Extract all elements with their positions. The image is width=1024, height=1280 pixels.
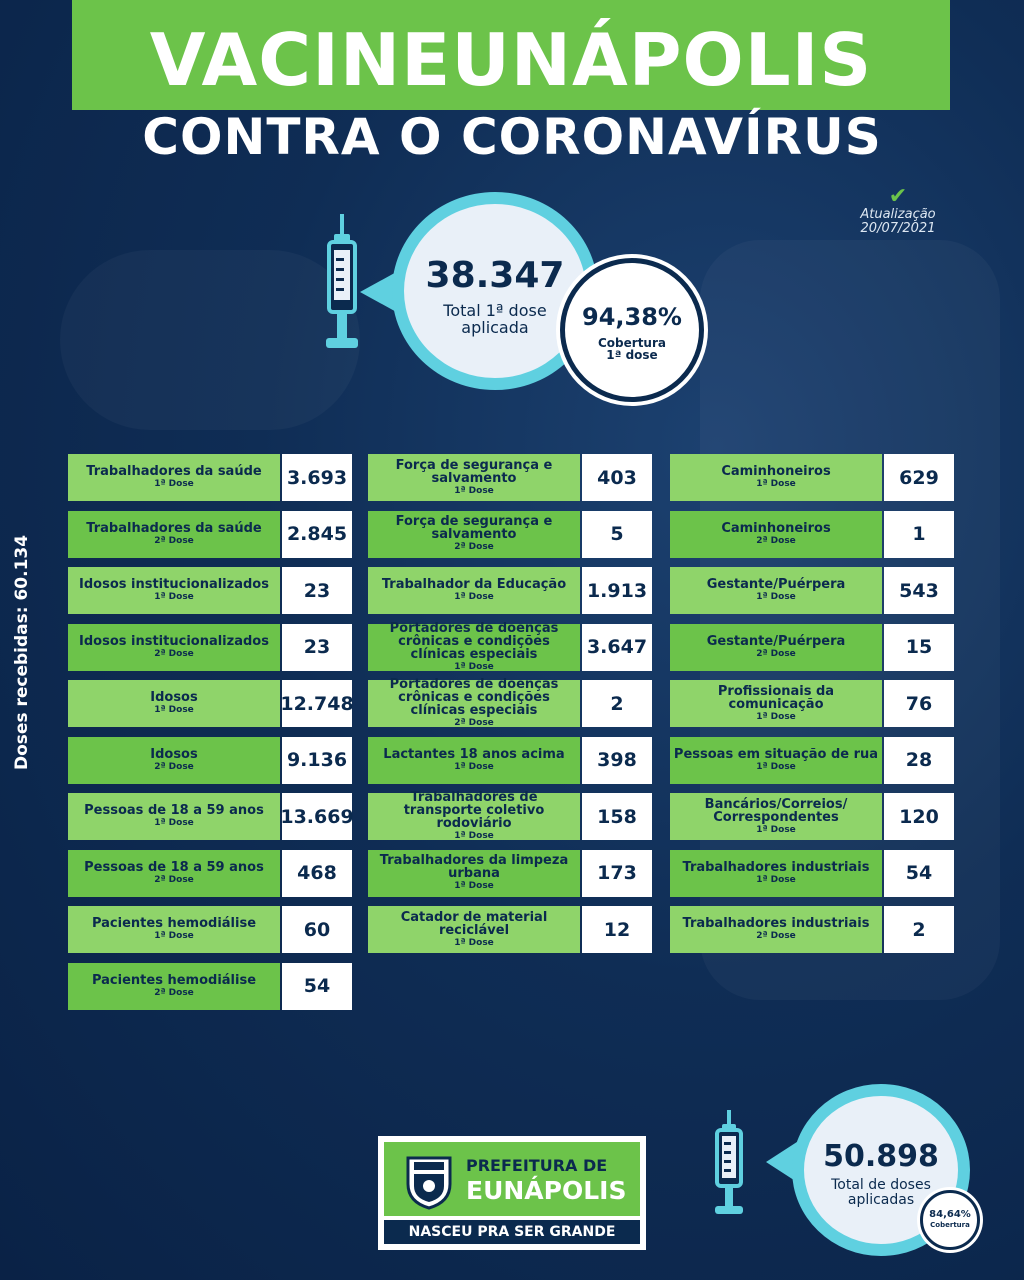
dose-number: 1ª Dose <box>454 761 494 772</box>
group-label-cell <box>68 680 280 727</box>
table-row <box>68 737 352 784</box>
group-label-cell <box>368 677 580 728</box>
group-name: Idosos institucionalizados <box>79 577 269 592</box>
dose-number: 1ª Dose <box>454 592 494 602</box>
table-row <box>368 906 652 953</box>
page-subtitle: CONTRA O CORONAVÍRUS <box>142 108 882 166</box>
dose-count: 3.693 <box>282 454 352 501</box>
group-label-cell <box>670 680 882 727</box>
update-label: Atualização <box>860 207 936 222</box>
total-coverage-value: 84,64% <box>929 1209 971 1220</box>
table-row <box>670 680 954 727</box>
group-label-cell <box>670 624 882 671</box>
total-doses-caption-1: Total de doses <box>831 1177 931 1193</box>
dose-number: 2ª Dose <box>454 718 494 728</box>
group-name: Lactantes 18 anos acima <box>383 746 565 762</box>
first-dose-total: 38.347 <box>425 255 565 296</box>
table-row <box>68 963 352 1010</box>
table-row <box>68 793 352 840</box>
table-row <box>368 850 652 897</box>
crest-icon <box>398 1150 460 1212</box>
dose-count: 76 <box>884 680 954 727</box>
title-banner <box>72 0 950 110</box>
group-label-cell <box>368 511 580 558</box>
group-label-cell <box>68 511 280 558</box>
dose-number: 1ª Dose <box>454 485 494 496</box>
update-info <box>848 186 948 236</box>
group-label-cell <box>368 567 580 614</box>
dose-count: 468 <box>282 850 352 897</box>
dose-number: 2ª Dose <box>154 874 194 885</box>
page-title: VACINEUNÁPOLIS <box>149 18 873 102</box>
syringe-icon-bottom <box>712 1110 746 1216</box>
table-row <box>368 737 652 784</box>
table-row <box>368 511 652 558</box>
group-name: Pessoas de 18 a 59 anos <box>84 859 264 875</box>
group-name: Trabalhadores industriais <box>682 916 870 931</box>
group-name: Trabalhadores da limpeza urbana <box>379 853 569 881</box>
table-row <box>368 790 652 841</box>
group-name: Pessoas de 18 a 59 anos <box>84 803 264 818</box>
group-label-cell <box>670 793 882 840</box>
dose-number: 2ª Dose <box>756 931 796 941</box>
dose-count: 2.845 <box>282 511 352 558</box>
group-name: Profissionais da comunicação <box>717 683 835 712</box>
group-name: Trabalhadores de transporte coletivo rodoviário <box>403 790 545 831</box>
group-name: Portadores de doenças crônicas e condições clínicas especiais <box>389 620 559 662</box>
prefeitura-logo <box>378 1136 646 1250</box>
group-label-cell <box>368 454 580 501</box>
group-name: Força de segurança e salvamento <box>395 457 553 486</box>
dose-number: 1ª Dose <box>756 711 796 722</box>
dose-number: 1ª Dose <box>454 831 494 841</box>
table-row <box>68 567 352 614</box>
group-name: Trabalhadores da saúde <box>86 520 262 536</box>
group-name: Idosos <box>150 746 198 762</box>
dose-count: 12.748 <box>282 680 352 727</box>
group-label-cell <box>670 511 882 558</box>
group-label-cell <box>670 906 882 953</box>
table-row <box>368 567 652 614</box>
dose-count: 28 <box>884 737 954 784</box>
dose-count: 23 <box>282 567 352 614</box>
dose-number: 1ª Dose <box>756 479 796 489</box>
group-label-cell <box>670 454 882 501</box>
total-coverage-label: Cobertura <box>930 1221 970 1229</box>
first-dose-caption-2: aplicada <box>461 318 529 337</box>
group-name: Trabalhadores da saúde <box>86 464 262 479</box>
group-name: Pessoas em situação de rua <box>673 746 879 762</box>
doses-received-label: Doses recebidas: 60.134 <box>12 534 32 770</box>
first-dose-caption-1: Total 1ª dose <box>443 301 547 320</box>
dose-number: 1ª Dose <box>154 592 194 602</box>
group-name: Caminhoneiros <box>721 520 831 536</box>
dose-count: 2 <box>582 680 652 727</box>
dose-number: 2ª Dose <box>154 535 194 546</box>
group-name: Portadores de doenças crônicas e condições clínicas especiais <box>389 677 559 718</box>
update-date: 20/07/2021 <box>860 221 936 236</box>
first-dose-coverage-label-1: Cobertura <box>598 336 666 350</box>
logo-line-1: PREFEITURA DE <box>466 1156 608 1175</box>
dose-count: 1.913 <box>582 567 652 614</box>
group-name: Catador de material reciclável <box>400 909 548 938</box>
dose-count: 403 <box>582 454 652 501</box>
group-label-cell <box>368 850 580 897</box>
table-row <box>68 850 352 897</box>
dose-count: 1 <box>884 511 954 558</box>
dose-number: 1ª Dose <box>454 661 494 672</box>
table-row <box>670 906 954 953</box>
dose-number: 1ª Dose <box>756 824 796 835</box>
first-dose-coverage-circle <box>560 258 704 402</box>
dose-count: 158 <box>582 793 652 840</box>
dose-count: 13.669 <box>282 793 352 840</box>
group-label-cell <box>368 790 580 841</box>
dose-count: 398 <box>582 737 652 784</box>
group-label-cell <box>68 906 280 953</box>
background-bottle-shape <box>60 250 360 430</box>
dose-count: 54 <box>282 963 352 1010</box>
first-dose-coverage-label-2: 1ª dose <box>606 348 658 362</box>
dose-number: 1ª Dose <box>154 818 194 828</box>
dose-count: 543 <box>884 567 954 614</box>
total-doses-caption-2: aplicadas <box>847 1192 915 1208</box>
table-row <box>368 454 652 501</box>
dose-count: 23 <box>282 624 352 671</box>
table-row <box>670 624 954 671</box>
group-label-cell <box>368 620 580 672</box>
total-doses-value: 50.898 <box>823 1139 939 1174</box>
dose-number: 1ª Dose <box>154 931 194 941</box>
group-label-cell <box>68 737 280 784</box>
syringe-icon <box>322 214 362 352</box>
dose-count: 3.647 <box>582 624 652 671</box>
group-name: Bancários/Correios/ Correspondentes <box>704 796 848 825</box>
logo-slogan: NASCEU PRA SER GRANDE <box>384 1220 640 1244</box>
dose-count: 2 <box>884 906 954 953</box>
first-dose-coverage: 94,38% <box>582 303 682 331</box>
table-row <box>68 624 352 671</box>
group-label-cell <box>670 737 882 784</box>
table-row <box>670 737 954 784</box>
dose-number: 2ª Dose <box>154 987 194 998</box>
dose-number: 1ª Dose <box>454 881 494 891</box>
table-row <box>368 677 652 728</box>
table-row <box>68 680 352 727</box>
total-coverage-circle <box>920 1190 980 1250</box>
table-row <box>68 906 352 953</box>
dose-number: 1ª Dose <box>756 874 796 885</box>
dose-number: 1ª Dose <box>756 761 796 772</box>
group-name: Pacientes hemodiálise <box>91 972 257 988</box>
group-name: Força de segurança e salvamento <box>395 514 553 542</box>
group-label-cell <box>68 963 280 1010</box>
dose-count: 15 <box>884 624 954 671</box>
group-label-cell <box>670 567 882 614</box>
group-label-cell <box>68 567 280 614</box>
dose-number: 2ª Dose <box>454 542 494 552</box>
table-row <box>670 567 954 614</box>
dose-number: 2ª Dose <box>154 648 194 659</box>
table-row <box>670 793 954 840</box>
dose-count: 60 <box>282 906 352 953</box>
group-label-cell <box>68 454 280 501</box>
group-label-cell <box>368 737 580 784</box>
group-label-cell <box>68 793 280 840</box>
dose-count: 54 <box>884 850 954 897</box>
group-name: Caminhoneiros <box>721 464 831 479</box>
table-row <box>368 620 652 672</box>
group-name: Gestante/Puérpera <box>706 633 846 649</box>
dose-number: 2ª Dose <box>154 761 194 772</box>
table-row <box>670 511 954 558</box>
dose-number: 2ª Dose <box>756 535 796 546</box>
dose-number: 1ª Dose <box>454 937 494 948</box>
table-row <box>670 454 954 501</box>
group-name: Gestante/Puérpera <box>706 577 846 592</box>
logo-line-2: EUNÁPOLIS <box>466 1176 627 1205</box>
dose-count: 629 <box>884 454 954 501</box>
group-label-cell <box>670 850 882 897</box>
group-name: Idosos <box>150 690 198 705</box>
dose-number: 2ª Dose <box>756 648 796 659</box>
group-label-cell <box>68 624 280 671</box>
group-label-cell <box>368 906 580 953</box>
group-name: Trabalhador da Educação <box>381 577 567 592</box>
logo-green-panel <box>384 1142 640 1216</box>
group-name: Trabalhadores industriais <box>682 859 870 875</box>
dose-count: 9.136 <box>282 737 352 784</box>
dose-number: 1ª Dose <box>154 479 194 489</box>
dose-count: 173 <box>582 850 652 897</box>
dose-number: 1ª Dose <box>756 592 796 602</box>
group-name: Pacientes hemodiálise <box>91 916 257 931</box>
table-row <box>670 850 954 897</box>
dose-count: 120 <box>884 793 954 840</box>
dose-number: 1ª Dose <box>154 705 194 715</box>
dose-count: 12 <box>582 906 652 953</box>
group-name: Idosos institucionalizados <box>79 633 269 649</box>
dose-count: 5 <box>582 511 652 558</box>
group-label-cell <box>68 850 280 897</box>
checkmark-icon: ✔ <box>888 184 908 209</box>
table-row <box>68 511 352 558</box>
table-row <box>68 454 352 501</box>
